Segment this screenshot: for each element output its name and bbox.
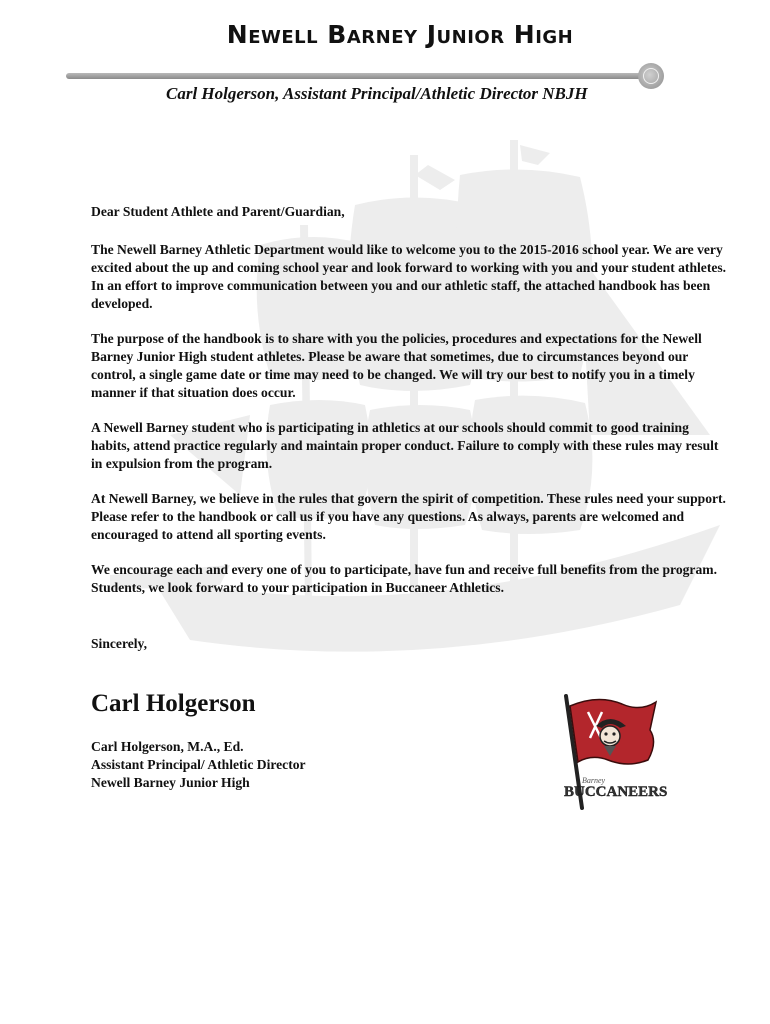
logo-small-text: Barney <box>582 776 606 785</box>
header-rule <box>66 73 651 79</box>
letter-paragraph: The Newell Barney Athletic Department would like to welcome you to the 2015-2016 school year. We are very excited about the up and coming school year and look forward to working with you and your student athletes. In an effort to improve communication between you and our athletic staff, the attached handbook has been developed. <box>91 242 727 311</box>
buccaneers-logo-icon <box>558 690 670 815</box>
letter-closing: Sincerely, <box>91 636 148 651</box>
signature-name: Carl Holgerson <box>91 690 256 717</box>
letter-paragraph: At Newell Barney, we believe in the rules that govern the spirit of competition. These rules need your support. Please refer to the handbook or call us if you have any questions. As always, parents are welcomed and encouraged to attend all sporting events. <box>91 491 726 542</box>
signature-credentials: Carl Holgerson, M.A., Ed. <box>91 739 244 754</box>
signature-block <box>91 738 306 792</box>
letter-paragraph: We encourage each and every one of you to participate, have fun and receive full benefits from the program. Students, we look forward to your participation in Buccaneer Athletics. <box>91 562 717 595</box>
letter-greeting: Dear Student Athlete and Parent/Guardian, <box>91 204 345 219</box>
signature-title: Assistant Principal/ Athletic Director <box>91 757 306 772</box>
logo-main-text: BUCCANEERS <box>564 784 668 800</box>
signature-school: Newell Barney Junior High <box>91 775 250 790</box>
letterhead-subtitle: Carl Holgerson, Assistant Principal/Athletic Director NBJH <box>166 84 588 103</box>
letter-body <box>91 203 731 614</box>
header-rule-knob <box>638 63 664 89</box>
letter-paragraph: The purpose of the handbook is to share with you the policies, procedures and expectations for the Newell Barney Junior High student athletes. Please be aware that sometimes, due to circumstances beyond our control, a single game date or time may need to be changed. We will try our best to notify you in a timely manner if that situation does occur. <box>91 331 702 400</box>
letter-paragraph: A Newell Barney student who is participating in athletics at our schools should commit to good training habits, attend practice regularly and maintain proper conduct. Failure to comply with these rules may result in expulsion from the program. <box>91 420 719 471</box>
school-title: Newell Barney Junior High <box>226 20 574 49</box>
